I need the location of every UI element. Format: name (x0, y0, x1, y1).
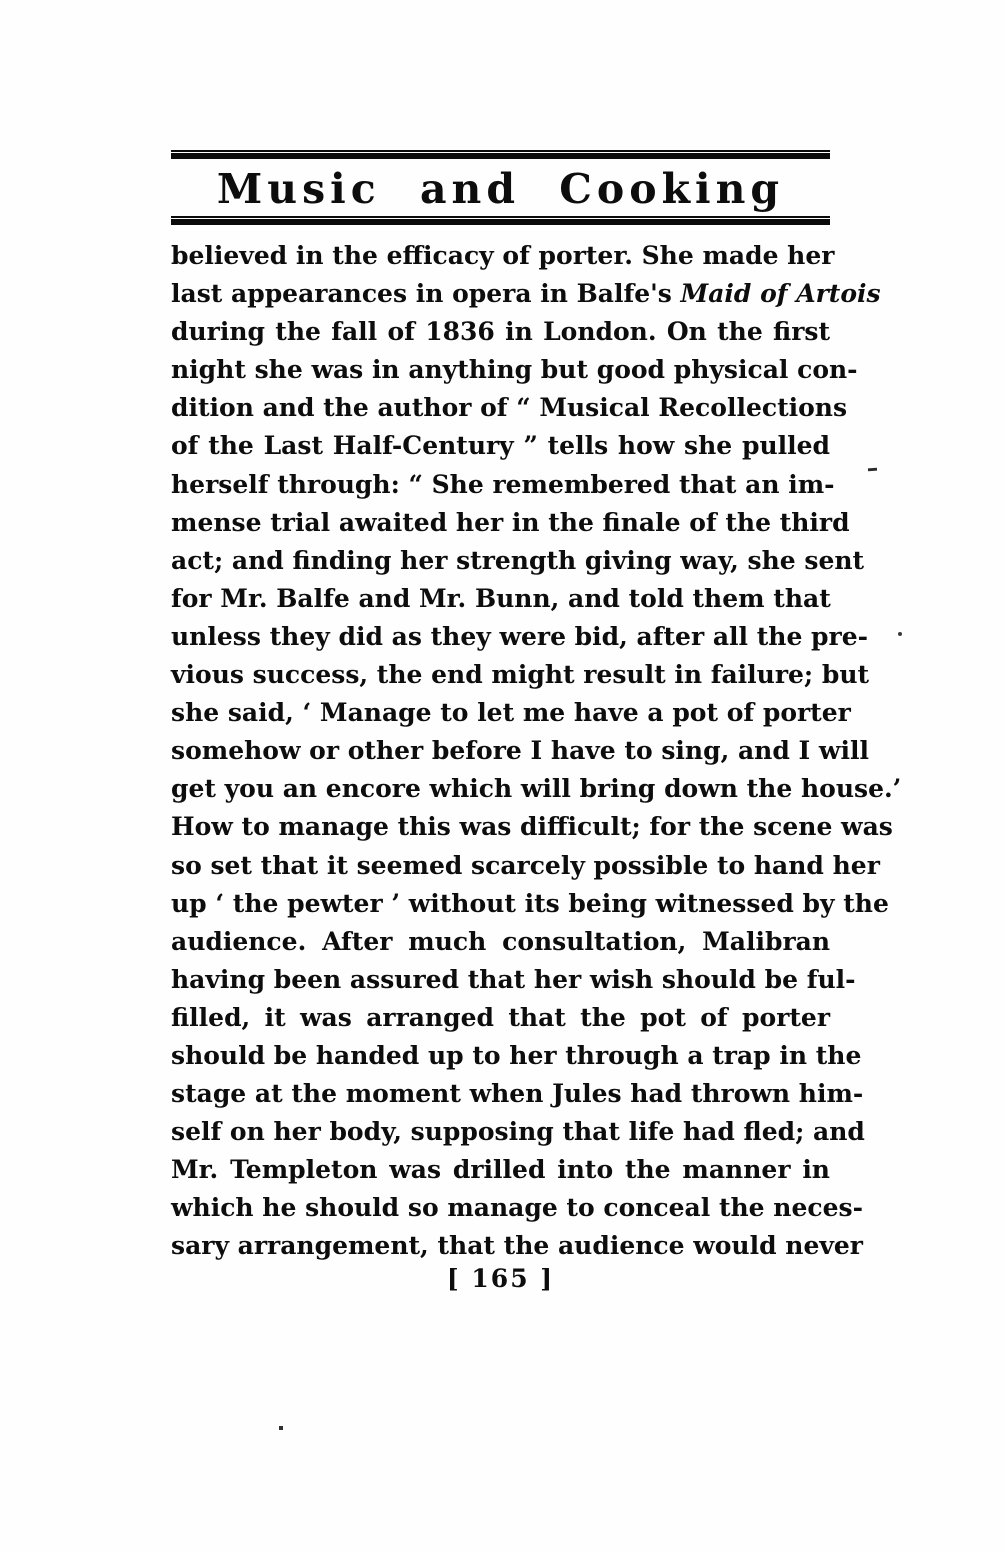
scan-artifact-dot (279, 1426, 283, 1430)
text-line: unless they did as they were bid, after all the pre- (171, 621, 868, 651)
header-rule-bottom (171, 219, 830, 225)
scan-artifact-dash (868, 468, 877, 472)
text-line: having been assured that her wish should be ful- (171, 964, 856, 994)
text-line: of the Last Half-Century ” tells how she pulled (171, 431, 830, 461)
text-line: vious success, the end might result in failure; but (171, 660, 870, 690)
text-line: believed in the efficacy of porter. She made her (171, 241, 835, 270)
text-line: she said, ‘ Manage to let me have a pot of porter (171, 698, 851, 728)
text-line: for Mr. Balfe and Mr. Bunn, and told them that (171, 583, 831, 613)
text-line: audience. After much consultation, Malibran (171, 926, 830, 956)
text-line: act; and finding her strength giving way, she sent (171, 545, 865, 575)
text-line: dition and the author of “ Musical Recollections (171, 393, 848, 423)
scan-artifact-dot (898, 632, 902, 636)
text-line: sary arrangement, that the audience would never (171, 1231, 863, 1261)
text-line: last appearances in opera in Balfe's Maid of Artois (171, 279, 881, 309)
text-line: during the fall of 1836 in London. On the first (171, 317, 830, 347)
text-line: up ‘ the pewter ’ without its being witnessed by the (171, 888, 889, 918)
text-line: so set that it seemed scarcely possible to hand her (171, 850, 880, 880)
text-line: get you an encore which will bring down the house.’ (171, 774, 902, 804)
header-rule-top (171, 153, 830, 159)
text-line: somehow or other before I have to sing, and I will (171, 736, 869, 766)
text-line: Mr. Templeton was drilled into the manner in (171, 1155, 830, 1185)
text-line: mense trial awaited her in the finale of the third (171, 507, 850, 537)
text-line: which he should so manage to conceal the neces- (171, 1193, 863, 1223)
text-line: herself through: “ She remembered that an im- (171, 469, 835, 499)
page-number: [ 165 ] (446, 1264, 555, 1293)
page-title: Music and Cooking (216, 165, 785, 213)
text-line: stage at the moment when Jules had thrown him- (171, 1079, 864, 1109)
body-text (171, 237, 902, 1266)
text-line: self on her body, supposing that life had fled; and (171, 1117, 865, 1147)
text-line: night she was in anything but good physical con- (171, 355, 858, 385)
text-line: should be handed up to her through a trap in the (171, 1040, 862, 1070)
text-line: How to manage this was difficult; for the scene was (171, 812, 893, 842)
text-line: filled, it was arranged that the pot of porter (171, 1002, 830, 1032)
